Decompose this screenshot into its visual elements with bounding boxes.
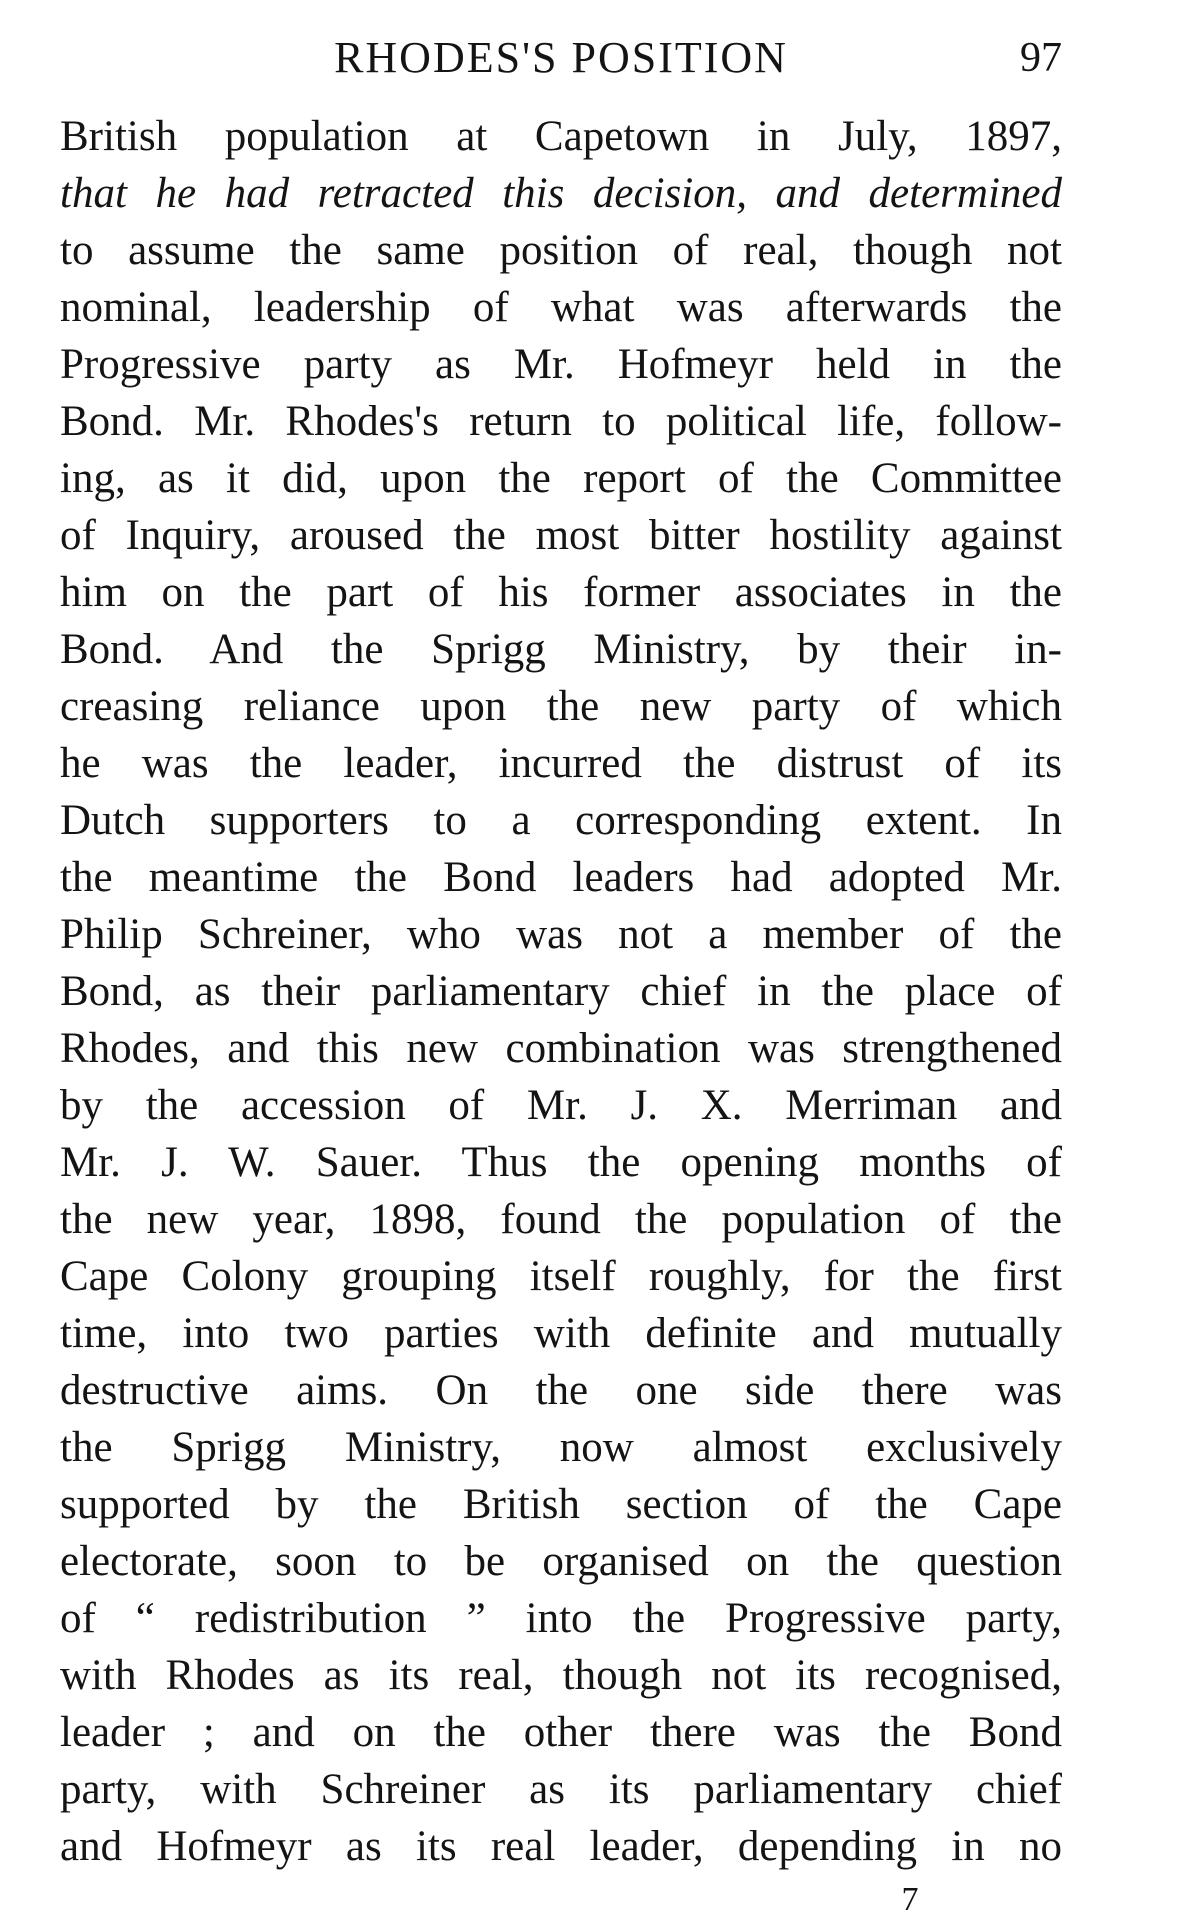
text-line: and Hofmeyr as its real leader, depending in no [60, 1823, 1062, 1870]
text-line: time, into two parties with definite and mutually [60, 1310, 1062, 1357]
text-line: creasing reliance upon the new party of which [60, 683, 1062, 730]
running-title: RHODES'S POSITION [334, 33, 788, 82]
text-line: Progressive party as Mr. Hofmeyr held in the [60, 341, 1062, 388]
text-line: to assume the same position of real, though not [60, 227, 1062, 274]
text-line: supported by the British section of the Cape [60, 1481, 1062, 1528]
text-line: Mr. J. W. Sauer. Thus the opening months of [60, 1139, 1062, 1186]
text-line: of “ redistribution ” into the Progressive party, [60, 1595, 1062, 1642]
text-line: by the accession of Mr. J. X. Merriman and [60, 1082, 1062, 1129]
text-line: British population at Capetown in July, 1897, [60, 113, 1062, 160]
text-line: Bond, as their parliamentary chief in the place of [60, 968, 1062, 1015]
text-line: Cape Colony grouping itself roughly, for the first [60, 1253, 1062, 1300]
text-line: the meantime the Bond leaders had adopted Mr. [60, 854, 1062, 901]
text-line: leader ; and on the other there was the Bond [60, 1709, 1062, 1756]
text-line: that he had retracted this decision, and determined [60, 170, 1062, 217]
page-number: 97 [1020, 35, 1062, 81]
text-line: the new year, 1898, found the population of the [60, 1196, 1062, 1243]
text-line: Bond. Mr. Rhodes's return to political life, follow- [60, 398, 1062, 445]
text-line: nominal, leadership of what was afterwards the [60, 284, 1062, 331]
text-line: Dutch supporters to a corresponding extent. In [60, 797, 1062, 844]
text-line: with Rhodes as its real, though not its recognised, [60, 1652, 1062, 1699]
text-line: Rhodes, and this new combination was strengthened [60, 1025, 1062, 1072]
text-line: destructive aims. On the one side there was [60, 1367, 1062, 1414]
running-head [60, 28, 1062, 88]
text-line: party, with Schreiner as its parliamentary chief [60, 1766, 1062, 1813]
text-line: Philip Schreiner, who was not a member of the [60, 911, 1062, 958]
text-line: of Inquiry, aroused the most bitter hostility against [60, 512, 1062, 559]
text-line: he was the leader, incurred the distrust of its [60, 740, 1062, 787]
text-line: him on the part of his former associates in the [60, 569, 1062, 616]
signature-mark: 7 [901, 1881, 919, 1918]
text-line: Bond. And the Sprigg Ministry, by their in- [60, 626, 1062, 673]
text-line: ing, as it did, upon the report of the Committee [60, 455, 1062, 502]
body-text [60, 108, 1062, 1875]
text-line: the Sprigg Ministry, now almost exclusively [60, 1424, 1062, 1471]
text-line: electorate, soon to be organised on the question [60, 1538, 1062, 1585]
